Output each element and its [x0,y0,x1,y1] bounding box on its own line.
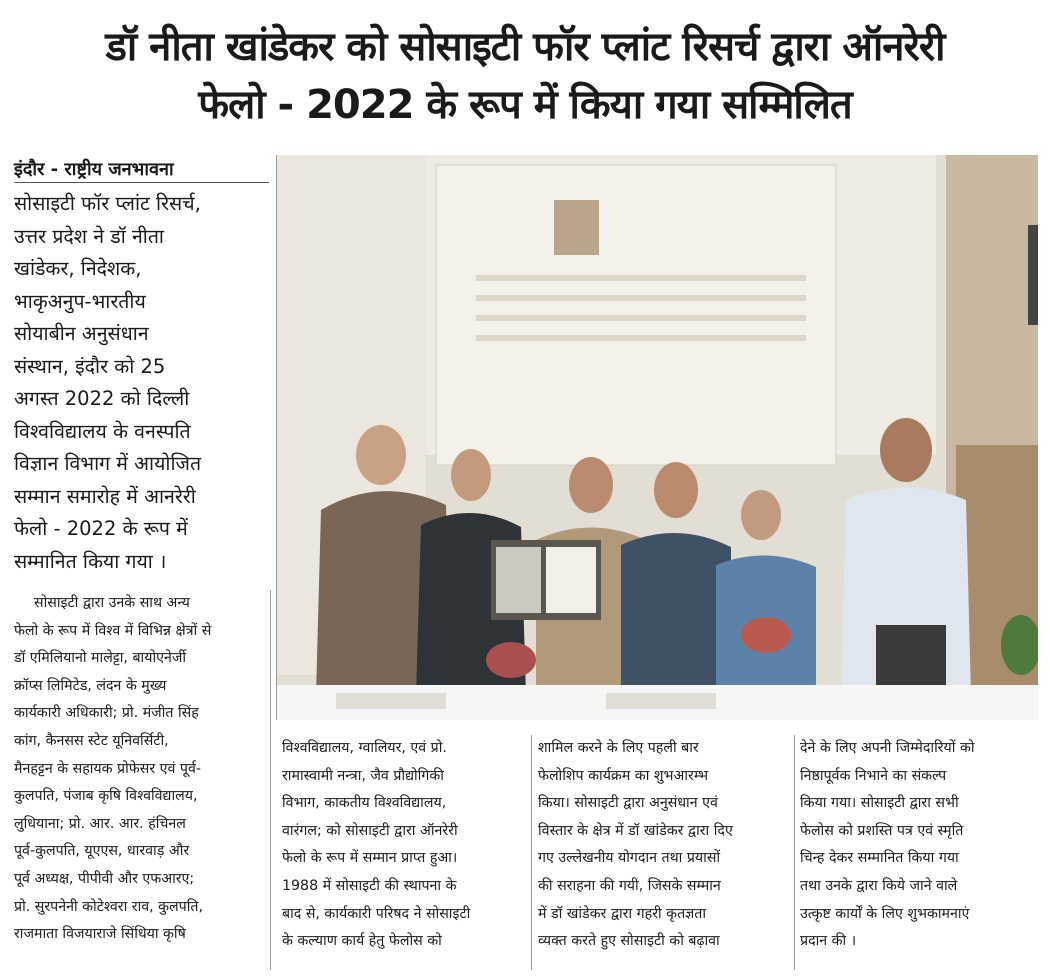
body-line: फेलो के रूप में सम्मान प्राप्त हुआ। [282,850,458,867]
body-line: प्रो. सुरपनेनी कोटेश्वरा राव, कुलपति, [14,898,204,915]
body-column-1 [14,590,266,949]
body-line: लुधियाना; प्रो. आर. आर. हंचिनल [14,815,186,832]
body-line: बाद से, कार्यकारी परिषद ने सोसाइटी [282,905,471,922]
headline-line-2: फेलो - 2022 के रूप में किया गया सम्मिलित [198,82,852,128]
body-line: कार्यकारी अधिकारी; प्रो. मंजीत सिंह [14,705,199,722]
body-line: देने के लिए अपनी जिम्मेदारियों को [800,740,975,756]
headline-line-1: डॉ नीता खांडेकर को सोसाइटी फॉर प्लांट रिसर्च द्वारा ऑनरेरी [105,24,945,70]
lead-line: विज्ञान विभाग में आयोजित [14,452,202,475]
lead-line: विश्वविद्यालय के वनस्पति [14,419,191,443]
body-line: प्रदान की । [800,933,857,950]
body-line: क्रॉप्स लिमिटेड, लंदन के मुख्य [14,677,167,694]
body-line: राजमाता विजयाराजे सिंधिया कृषि [14,926,186,943]
lead-line: भाकृअनुप-भारतीय [14,289,146,313]
body-line: तथा उनके द्वारा किये जाने वाले [800,877,958,894]
body-line: किया गया। सोसाइटी द्वारा सभी [800,795,959,812]
column-rule [276,155,277,720]
body-column-2 [282,735,534,956]
body-line: विस्तार के क्षेत्र में डॉ खांडेकर द्वारा दिए [538,822,733,839]
body-line: में डॉ खांडेकर द्वारा गहरी कृतज्ञता [538,905,707,922]
body-line: पूर्व-कुलपति, यूएएस, धारवाड़ और [14,843,190,860]
column-rule [270,590,271,970]
body-line: शामिल करने के लिए पहली बार [538,740,699,756]
ceremony-photo [276,155,1038,720]
body-line: किया। सोसाइटी द्वारा अनुसंधान एवं [538,795,718,812]
body-line: रामास्वामी नन्त्रा, जैव प्रौद्योगिकी [282,767,444,784]
body-line: वारंगल; को सोसाइटी द्वारा ऑनरेरी [282,822,458,839]
body-line: निष्ठापूर्वक निभाने का संकल्प [800,767,947,784]
body-line: विश्वविद्यालय, ग्वालियर, एवं प्रो. [282,740,447,756]
body-line: फेलोशिप कार्यक्रम का शुभआरम्भ [538,767,709,784]
body-line: के कल्याण कार्य हेतु फेलोस को [282,933,442,950]
body-line: की सराहना की गयी, जिसके सम्मान [538,877,721,894]
lead-line: सम्मान समारोह में आनरेरी [14,484,196,508]
body-line: फेलोस को प्रशस्ति पत्र एवं स्मृति [800,822,964,839]
lead-line: खांडेकर, निदेशक, [14,257,142,280]
body-line: 1988 में सोसाइटी की स्थापना के [282,877,457,894]
lead-line: सोयाबीन अनुसंधान [14,322,149,345]
lead-line: उत्तर प्रदेश ने डॉ नीता [14,224,164,248]
body-column-4 [800,735,1045,956]
dateline: इंदौर - राष्ट्रीय जनभावना [14,158,269,183]
lead-line: अगस्त 2022 को दिल्ली [14,387,190,410]
body-line: पूर्व अध्यक्ष, पीपीवी और एफआरए; [14,870,195,887]
body-line: कुलपति, पंजाब कृषि विश्वविद्यालय, [14,788,198,805]
body-line: डॉ एमिलियानो मालेट्टा, बायोएनेर्जी [14,650,187,667]
body-line: सोसाइटी द्वारा उनके साथ अन्य [34,595,190,611]
lead-line: संस्थान, इंदौर को 25 [14,354,166,378]
body-line: विभाग, काकतीय विश्वविद्यालय, [282,795,447,812]
body-line: उत्कृष्ट कार्यों के लिए शुभकामनाएं [800,905,970,922]
body-line: चिन्ह देकर सम्मानित किया गया [800,850,959,867]
body-line: गए उल्लेखनीय योगदान तथा प्रयासों [538,850,721,867]
column-rule [794,735,795,970]
body-line: कांग, कैनसस स्टेट यूनिवर्सिटी, [14,732,169,749]
headline [0,18,1050,134]
body-column-3 [538,735,790,956]
lead-line: सम्मानित किया गया । [14,549,167,573]
body-line: फेलो के रूप में विश्व में विभिन्न क्षेत्रों से [14,622,212,639]
body-line: मैनहट्टन के सहायक प्रोफेसर एवं पूर्व- [14,760,201,777]
lead-line: सोसाइटी फॉर प्लांट रिसर्च, [14,192,201,215]
lead-paragraph [14,188,269,578]
body-line: व्यक्त करते हुए सोसाइटी को बढ़ावा [538,933,720,950]
lead-line: फेलो - 2022 के रूप में [14,517,188,540]
